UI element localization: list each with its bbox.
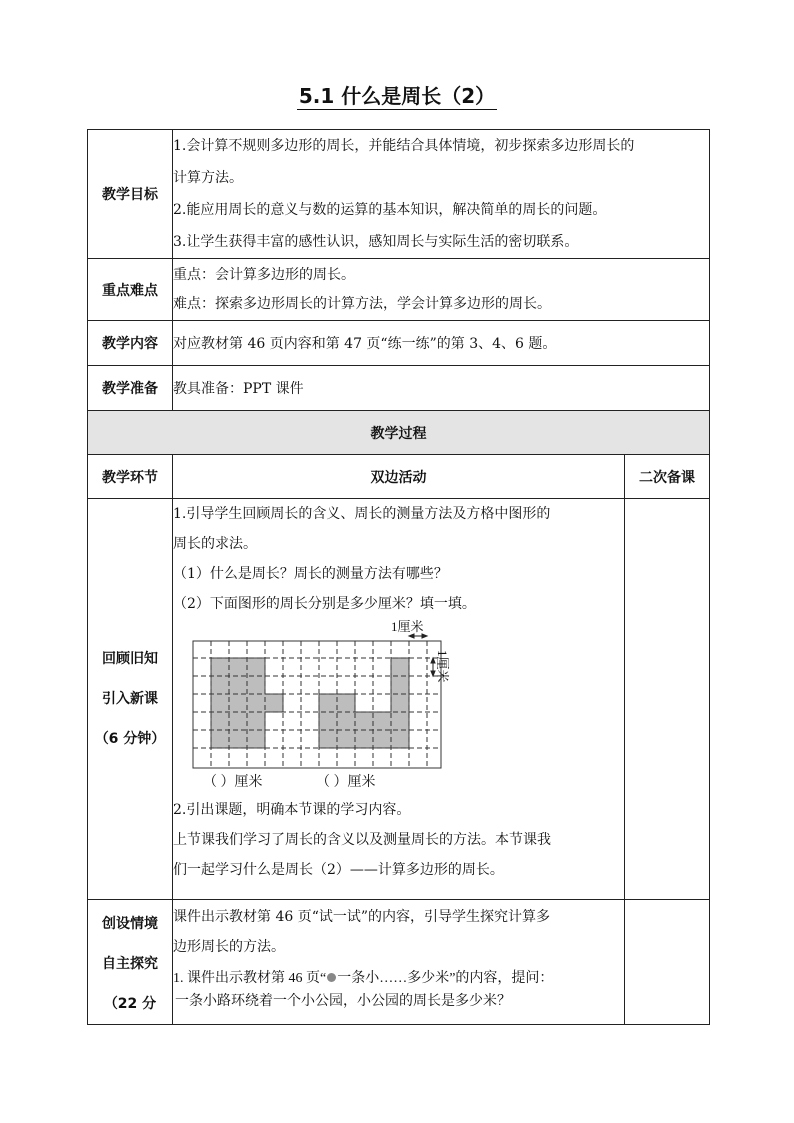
- goals-text: [173, 130, 710, 259]
- prep-text: 教具准备：PPT 课件: [173, 366, 710, 411]
- section1-revision: [625, 499, 710, 900]
- section2-activity: [173, 900, 625, 1025]
- goal-line: 计算方法。: [173, 170, 243, 186]
- section1-activity: [173, 499, 625, 900]
- activity-line: （2）下面图形的周长分别是多少厘米？填一填。: [173, 596, 476, 612]
- activity-item: [173, 967, 624, 991]
- goal-line: 1.会计算不规则多边形的周长，并能结合具体情境，初步探索多边形周长的: [173, 138, 635, 154]
- key-line: 重点：会计算多边形的周长。: [173, 266, 355, 283]
- prep-label: 教学准备: [88, 366, 173, 411]
- content-row: [88, 321, 710, 366]
- section2-label: [88, 900, 173, 1025]
- activity-line: 周长的求法。: [173, 536, 257, 552]
- section2-label-line: 创设情境: [102, 916, 158, 932]
- section2-label-line: 自主探究: [102, 956, 158, 972]
- section1-label: [88, 499, 173, 900]
- column-header-revision: 二次备课: [625, 455, 710, 499]
- goal-line: 3.让学生获得丰富的感性认识，感知周长与实际生活的密切联系。: [173, 234, 579, 250]
- activity-line: 上节课我们学习了周长的含义以及测量周长的方法。本节课我: [173, 832, 551, 848]
- title-text: 5.1 什么是周长（2）: [298, 84, 496, 108]
- column-header-row: [88, 455, 710, 499]
- section2-label-line: （22 分: [103, 996, 157, 1012]
- key-line: 难点：探索多边形周长的计算方法，学会计算多边形的周长。: [173, 295, 551, 312]
- activity-item-line2: 一条小路环绕着一个小公园，小公园的周长是多少米？: [175, 994, 511, 1009]
- key-points-row: [88, 259, 710, 321]
- activity-line: 2.引出课题，明确本节课的学习内容。: [173, 802, 411, 818]
- section1-label-line: 引入新课: [102, 691, 158, 707]
- section1-row: [88, 499, 710, 900]
- activity-line: 边形周长的方法。: [173, 939, 285, 955]
- content-text: 对应教材第 46 页内容和第 47 页“练一练”的第 3、4、6 题。: [173, 321, 710, 366]
- key-points-label: 重点难点: [88, 259, 173, 321]
- content-label: 教学内容: [88, 321, 173, 366]
- perimeter-grid-figure: [181, 618, 451, 794]
- process-header: 教学过程: [88, 411, 710, 455]
- section1-label-line: 回顾旧知: [102, 651, 158, 667]
- activity-line: 课件出示教材第 46 页“试一试”的内容，引导学生探究计算多: [173, 909, 551, 925]
- process-header-row: [88, 411, 710, 455]
- activity-line: 们一起学习什么是周长（2）——计算多边形的周长。: [173, 862, 504, 878]
- column-header-activity: 双边活动: [173, 455, 625, 499]
- column-header-stage: 教学环节: [88, 455, 173, 499]
- activity-line: （1）什么是周长？周长的测量方法有哪些？: [173, 566, 448, 582]
- lesson-plan-table: [87, 129, 710, 1025]
- unit-label-horizontal: 1厘米: [391, 619, 424, 634]
- section2-revision: [625, 900, 710, 1025]
- bullet-icon: [327, 973, 336, 982]
- unit-label-vertical: 1厘米: [435, 650, 450, 683]
- goal-line: 2.能应用周长的意义与数的运算的基本知识，解决简单的周长的问题。: [173, 202, 607, 218]
- goals-label: 教学目标: [88, 130, 173, 259]
- answer-right: （ ）厘米: [316, 775, 376, 790]
- document-title: [0, 80, 794, 109]
- section1-label-line: （6 分钟）: [94, 731, 166, 747]
- activity-line: 1.引导学生回顾周长的含义、周长的测量方法及方格中图形的: [173, 506, 551, 522]
- answer-left: （ ）厘米: [203, 775, 263, 790]
- prep-row: [88, 366, 710, 411]
- key-points-text: [173, 259, 710, 321]
- section2-row: [88, 900, 710, 1025]
- goals-row: [88, 130, 710, 259]
- item-prefix: 1. 课件出示教材第 46 页“: [173, 971, 327, 986]
- item-suffix: 一条小……多少米”的内容，提问：: [337, 971, 554, 986]
